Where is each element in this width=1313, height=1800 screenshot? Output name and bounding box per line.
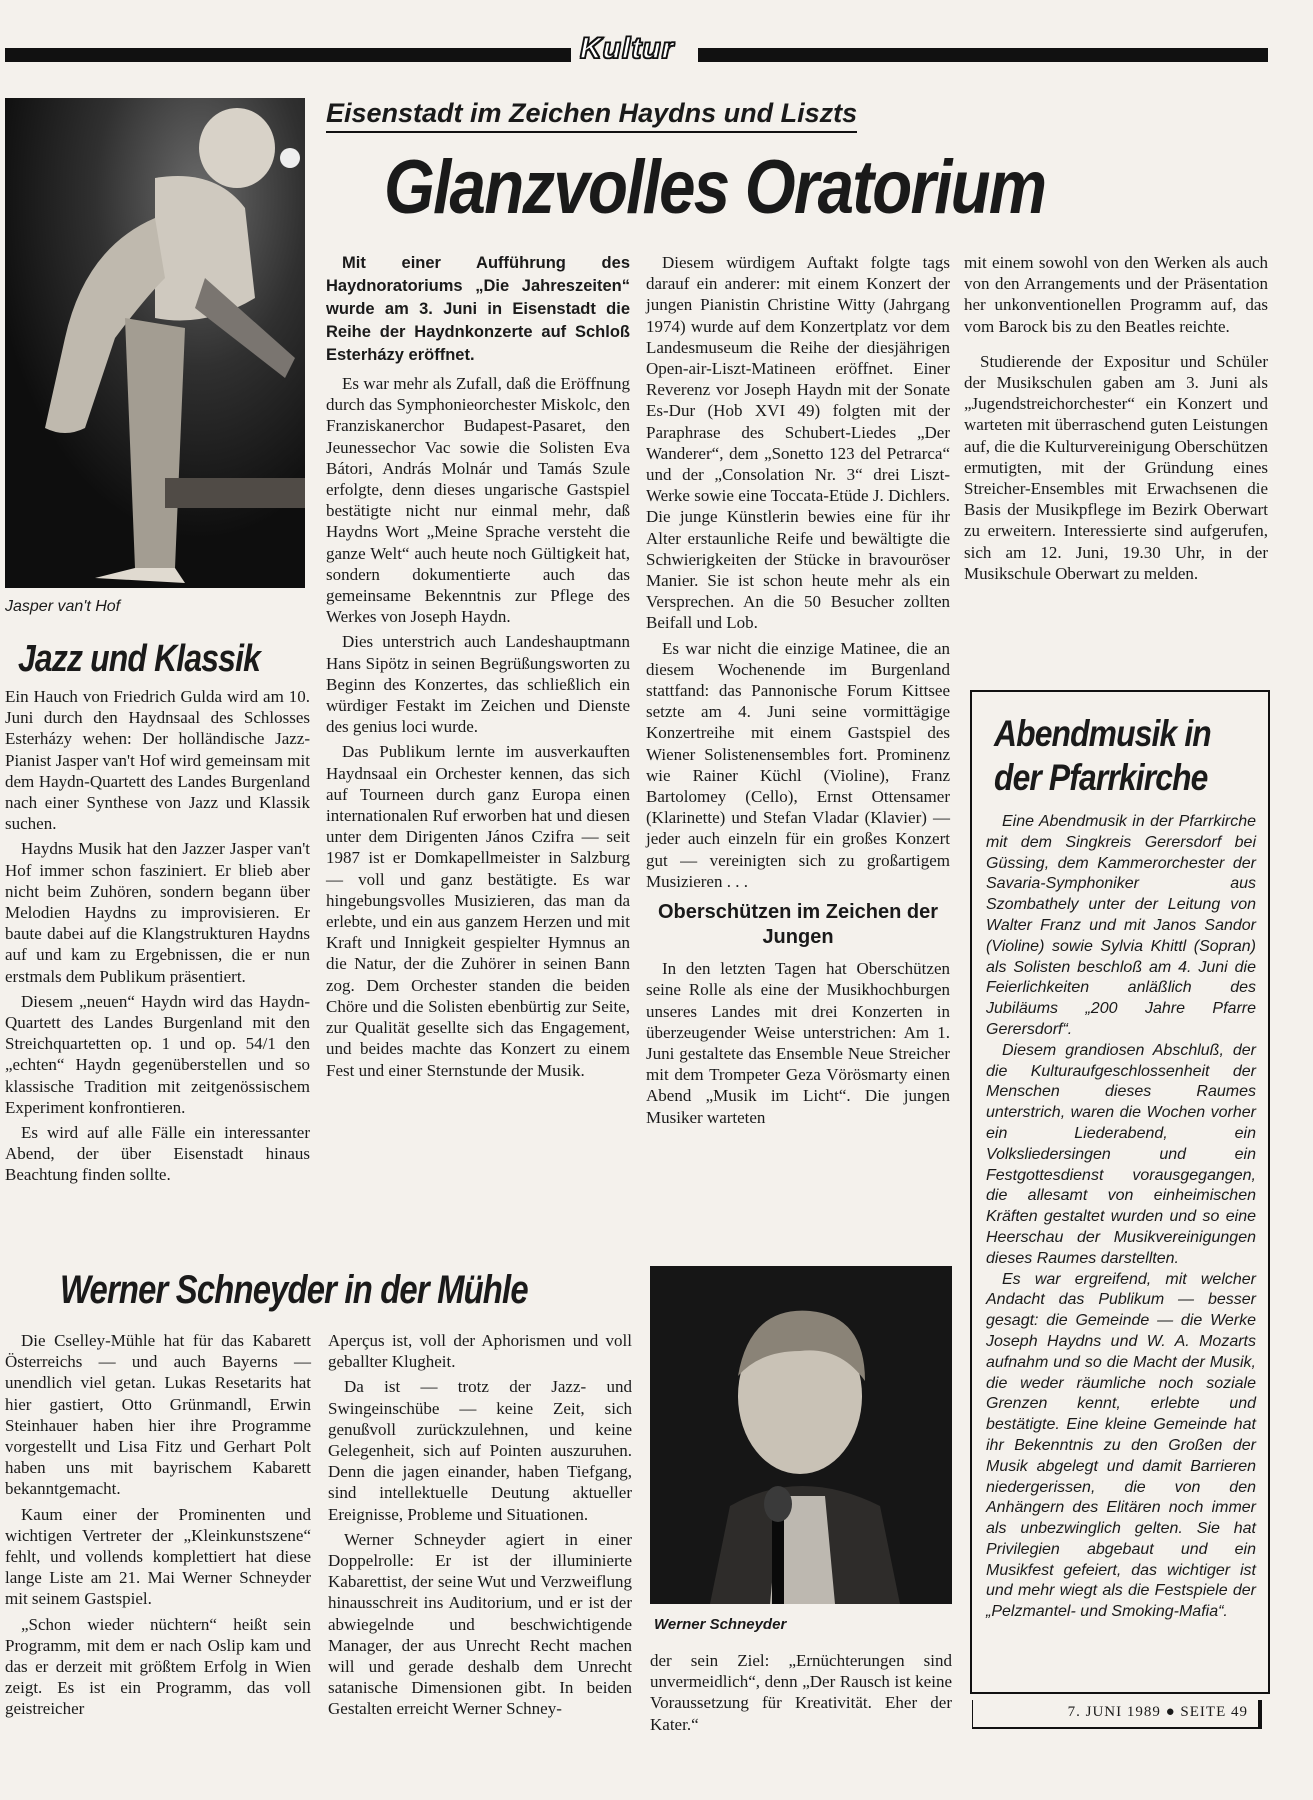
abendmusik-paragraph: Eine Abendmusik in der Pfarrkirche mit dem Singkreis Gerersdorf bei Güssing, dem Kammerorchester der Savaria-Symphoniker aus Szombathely unter der Leitung von Walter Franz und mit Janos Sandor (Violine) sowie Sylvia Khittl (Sopran) als Solisten beschloß am 4. Juni die Feierlichkeiten anläßlich des Jubiläums „200 Jahre Pfarre Gerersdorf“. — [986, 813, 1256, 1038]
top-rule-left — [5, 48, 571, 62]
jazz-headline: Jazz und Klassik — [18, 638, 261, 680]
schneyder-paragraph: Werner Schneyder agiert in einer Doppelrolle: Er ist der illuminierte Kabarettist, der seine Wut und Verzweiflung hinausschreit ins Auditorium, und er ist der abwiegelnde und beschwichtigende Manager, der aus Unrecht Recht machen will und gerade deshalb dem Unrecht satanische Dimensionen gibt. In beiden Gestalten erreicht Werner Schney- — [328, 1529, 632, 1719]
schneyder-headline: Werner Schneyder in der Mühle — [60, 1268, 528, 1312]
schneyder-paragraph: der sein Ziel: „Ernüchterungen sind unvermeidlich“, denn „Der Rausch ist keine Voraussetzung für Kreativität. Eher der Kater.“ — [650, 1651, 952, 1734]
main-column-2 — [646, 252, 950, 1128]
schneyder-paragraph: Da ist — trotz der Jazz- und Swingeinschübe — keine Zeit, sich genußvoll zurückzulehnen, und keine Gelegenheit, sich auf Pointen auszuruhen. Denn die jagen einander, haben Tiefgang, sind intellektuelle Deutung aktueller Ereignisse, Probleme und Situationen. — [328, 1377, 632, 1524]
jazz-photo-caption: Jasper van't Hof — [5, 598, 121, 615]
main-column-3 — [964, 252, 1268, 584]
main-paragraph: Diesem würdigem Auftakt folgte tags darauf ein anderer: mit einem Konzert der jungen Pianistin Christine Witty (Jahrgang 1974) wurde auf dem Konzertplatz vor dem Landesmuseum die Reihe der diesjährigen Open-air-Liszt-Matineen eröffnet. Einer Reverenz vor Joseph Haydn mit der Sonate Es-Dur (Hob XVI 49) folgten mit der Paraphrase des Schubert-Liedes „Der Wanderer“, dem „Sonetto 123 del Petrarca“ und der „Consolation Nr. 3“ drei Liszt-Werke sowie eine Toccata-Etüde J. Dichlers. Die junge Künstlerin bewies eine für ihr Alter erstaunliche Reife und bewältigte die Schwierigkeiten der Stücke in bravouröser Manier. Sie ist schon heute mehr als ein Versprechen. An die 50 Besucher zollten Beifall und Lob. — [646, 253, 950, 633]
main-paragraph: In den letzten Tagen hat Oberschützen seine Rolle als eine der Musikhochburgen unseres Landes mit drei Konzerten in überzeugender Weise unterstrichen: Am 1. Juni gestaltete das Ensemble Neue Streicher mit dem Trompeter Geza Vörösmarty einen Abend „Musik im Licht“. Die jungen Musiker warteten — [646, 959, 950, 1127]
schneyder-paragraph: „Schon wieder nüchtern“ heißt sein Programm, mit dem er nach Oslip kam und das er derzeit mit größtem Erfolg in Wien zeigt. Es ist ein Programm, das voll geistreicher — [5, 1614, 311, 1719]
jasper-vant-hof-image — [5, 98, 305, 588]
schneyder-column-2 — [328, 1330, 632, 1720]
abendmusik-title-line1: Abendmusik in — [994, 713, 1211, 754]
oberschuetzen-subhead: Oberschützen im Zeichen der Jungen — [657, 901, 939, 949]
werner-schneyder-image — [650, 1266, 952, 1604]
jazz-paragraph: Ein Hauch von Friedrich Gulda wird am 10. Juni durch den Haydnsaal des Schlosses Esterházy wehen: Der holländische Jazz-Pianist Jasper van't Hof wird gemeinsam mit dem Haydn-Quartett des Landes Burgenland nach einer Synthese von Jazz und Klassik suchen. — [5, 687, 310, 834]
jazz-photo — [5, 98, 305, 588]
schneyder-paragraph: Kaum einer der Prominenten und wichtigen Vertreter der „Kleinkunstszene“ fehlt, und vollends komplettiert hat diese lange Liste am 21. Mai Werner Schneyder mit seinem Gastspiel. — [5, 1504, 311, 1609]
jazz-paragraph: Es wird auf alle Fälle ein interessanter Abend, der über Eisenstadt hinaus Beachtung finden sollte. — [5, 1123, 310, 1185]
abendmusik-box — [970, 690, 1270, 1694]
jazz-paragraph: Diesem „neuen“ Haydn wird das Haydn-Quartett des Landes Burgenland mit den Streichquartetten op. 1 und op. 54/1 den „echten“ Haydn gegenüberstellen und so klassische Tradition mit zeitgenössischem Experiment konfrontieren. — [5, 991, 310, 1117]
page-footer — [972, 1700, 1262, 1729]
abendmusik-text — [972, 800, 1268, 1623]
main-headline: Glanzvolles Oratorium — [384, 145, 1046, 230]
schneyder-paragraph: Die Cselley-Mühle hat für das Kabarett Österreichs — und auch Bayerns — unendlich viel getan. Lukas Resetarits hat hier gastiert, Otto Grünmandl, Erwin Steinhauer haben hier ihre Programme vorgestellt und Lisa Fitz und Gerhart Polt haben uns mit bayrischem Kabarett bekanntgemacht. — [5, 1331, 311, 1499]
main-column-1 — [326, 252, 630, 1081]
main-lead: Mit einer Aufführung des Haydnoratoriums „Die Jahreszeiten“ wurde am 3. Juni in Eisenstadt die Reihe der Haydnkonzerte auf Schloß Esterházy eröffnet. — [326, 254, 630, 364]
jazz-paragraph: Haydns Musik hat den Jazzer Jasper van't Hof immer schon fasziniert. Er blieb aber nicht beim Zuhören, sondern begann über Melodien Haydns zu improvisieren. Er baute dabei auf die Klangstrukturen Haydns auf und kam zu Ergebnissen, die er nun erstmals dem Publikum präsentiert. — [5, 839, 310, 986]
schneyder-column-3 — [650, 1650, 952, 1735]
schneyder-paragraph: Aperçus ist, voll der Aphorismen und voll geballter Klugheit. — [328, 1331, 632, 1372]
abendmusik-title-line2: der Pfarrkirche — [994, 757, 1208, 798]
footer-page: SEITE 49 — [1180, 1704, 1248, 1720]
main-paragraph: mit einem sowohl von den Werken als auch von den Arrangements und der Präsentation her unkonventionellen Programm auf, das vom Barock bis zu den Beatles reichte. — [964, 253, 1268, 336]
section-logo: Kultur — [580, 32, 675, 65]
main-paragraph: Dies unterstrich auch Landeshauptmann Hans Sipötz in seinen Begrüßungsworten zu Beginn des Konzertes, das schließlich ein würdiger Festakt im Zeichen und Dienste des genius loci wurde. — [326, 632, 630, 737]
abendmusik-paragraph: Es war ergreifend, mit welcher Andacht das Publikum — besser gesagt: die Gemeinde — die Werke Joseph Haydns und W. A. Mozarts aufnahm und so die Macht der Musik, die weder räumliche noch soziale Grenzen kennt, erlebte und bestätigte. Eine kleine Gemeinde hat ihr Bekenntnis zu den Großen der Musik abgelegt und damit Barrieren niedergerissen, die von den Anhängern des Elitären noch immer als unbezwinglich gelten. Sie hat Privilegien abgebaut und ein Musikfest gefeiert, das wichtiger ist und mehr wiegt als die Festspiele der „Pelzmantel- und Smoking-Mafia“. — [986, 1270, 1256, 1621]
abendmusik-paragraph: Diesem grandiosen Abschluß, der die Kulturaufgeschlossenheit der Menschen dieses Raumes unterstrich, waren die Wochen vorher ein Liederabend, ein Volksliedersingen und ein Festgottesdienst vorausgegangen, die allesamt von einheimischen Kräften gestaltet wurden und so eine Heerschau der Musikvereinigungen dieses Raumes darstellten. — [986, 1041, 1256, 1267]
main-paragraph: Es war nicht die einzige Matinee, die an diesem Wochenende im Burgenland stattfand: das Pannonische Forum Kittsee setzte am 4. Juni seine vormittägige Konzertreihe mit einem Gastspiel des Wiener Solistenensembles fort. Prominenz wie Rainer Küchl (Violine), Franz Bartolomey (Cello), Ernst Ottensamer (Klarinette) und Stefan Vladar (Klavier) — jeder auch einzeln für ein großes Konzert gut — vereinigten sich zu großartigem Musizieren . . . — [646, 638, 950, 891]
main-paragraph: Es war mehr als Zufall, daß die Eröffnung durch das Symphonieorchester Miskolc, den Franziskanerchor Budapest-Pasaret, den Jeunessechor Vac sowie die Solisten Eva Bátori, András Molnár und Tamás Szule erfolgte, denn dieses ungarische Gastspiel bestätigte nicht nur einmal mehr, daß Haydns Wort „Meine Sprache versteht die ganze Welt“ auch heute noch Gültigkeit hat, sondern dokumentierte auch das gemeinsame Bekenntnis zur Pflege des Werkes von Joseph Haydn. — [326, 374, 630, 627]
footer-bullet: ● — [1165, 1704, 1176, 1720]
main-paragraph: Studierende der Expositur und Schüler der Musikschulen gaben am 3. Juni als „Jugendstreichorchester“ ein Konzert und warteten mit überraschend guten Leistungen auf, die die Kulturvereinigung Oberschützen ermutigten, mit der Gründung eines Streicher-Ensembles mit Erwachsenen die Basis der Musikpflege im Bezirk Oberwart zu erweitern. Interessierte sind aufgerufen, sich am 12. Juni, 19.30 Uhr, in der Musikschule Oberwart zu melden. — [964, 351, 1268, 583]
footer-date: 7. JUNI 1989 — [1067, 1704, 1161, 1720]
main-kicker: Eisenstadt im Zeichen Haydns und Liszts — [326, 98, 857, 133]
schneyder-column-1 — [5, 1330, 311, 1720]
jazz-article — [5, 686, 310, 1186]
top-rule-right — [698, 48, 1268, 62]
main-paragraph: Das Publikum lernte im ausverkauften Haydnsaal ein Orchester kennen, das sich auf Tourneen durch ganz Europa einen internationalen Ruf erworben hat und diesen unter dem Dirigenten János Czifra — seit 1987 ist er Domkapellmeister in Salzburg — voll und ganz bestätigte. Es war hingebungsvolles Musizieren, das man da erlebte, und ein aus ganzem Herzen und mit Kraft und Innigkeit gespielter Hymnus an die Natur, der die Zuhörer in seinen Bann zog. Dem Orchester standen die beiden Chöre und die Solisten ebenbürtig zur Seite, zur Qualität gesellte sich das Engagement, und beides machte das Konzert zu einem Fest und einer Sternstunde der Musik. — [326, 742, 630, 1080]
schneyder-photo — [650, 1266, 952, 1604]
schneyder-photo-caption: Werner Schneyder — [654, 1616, 787, 1633]
